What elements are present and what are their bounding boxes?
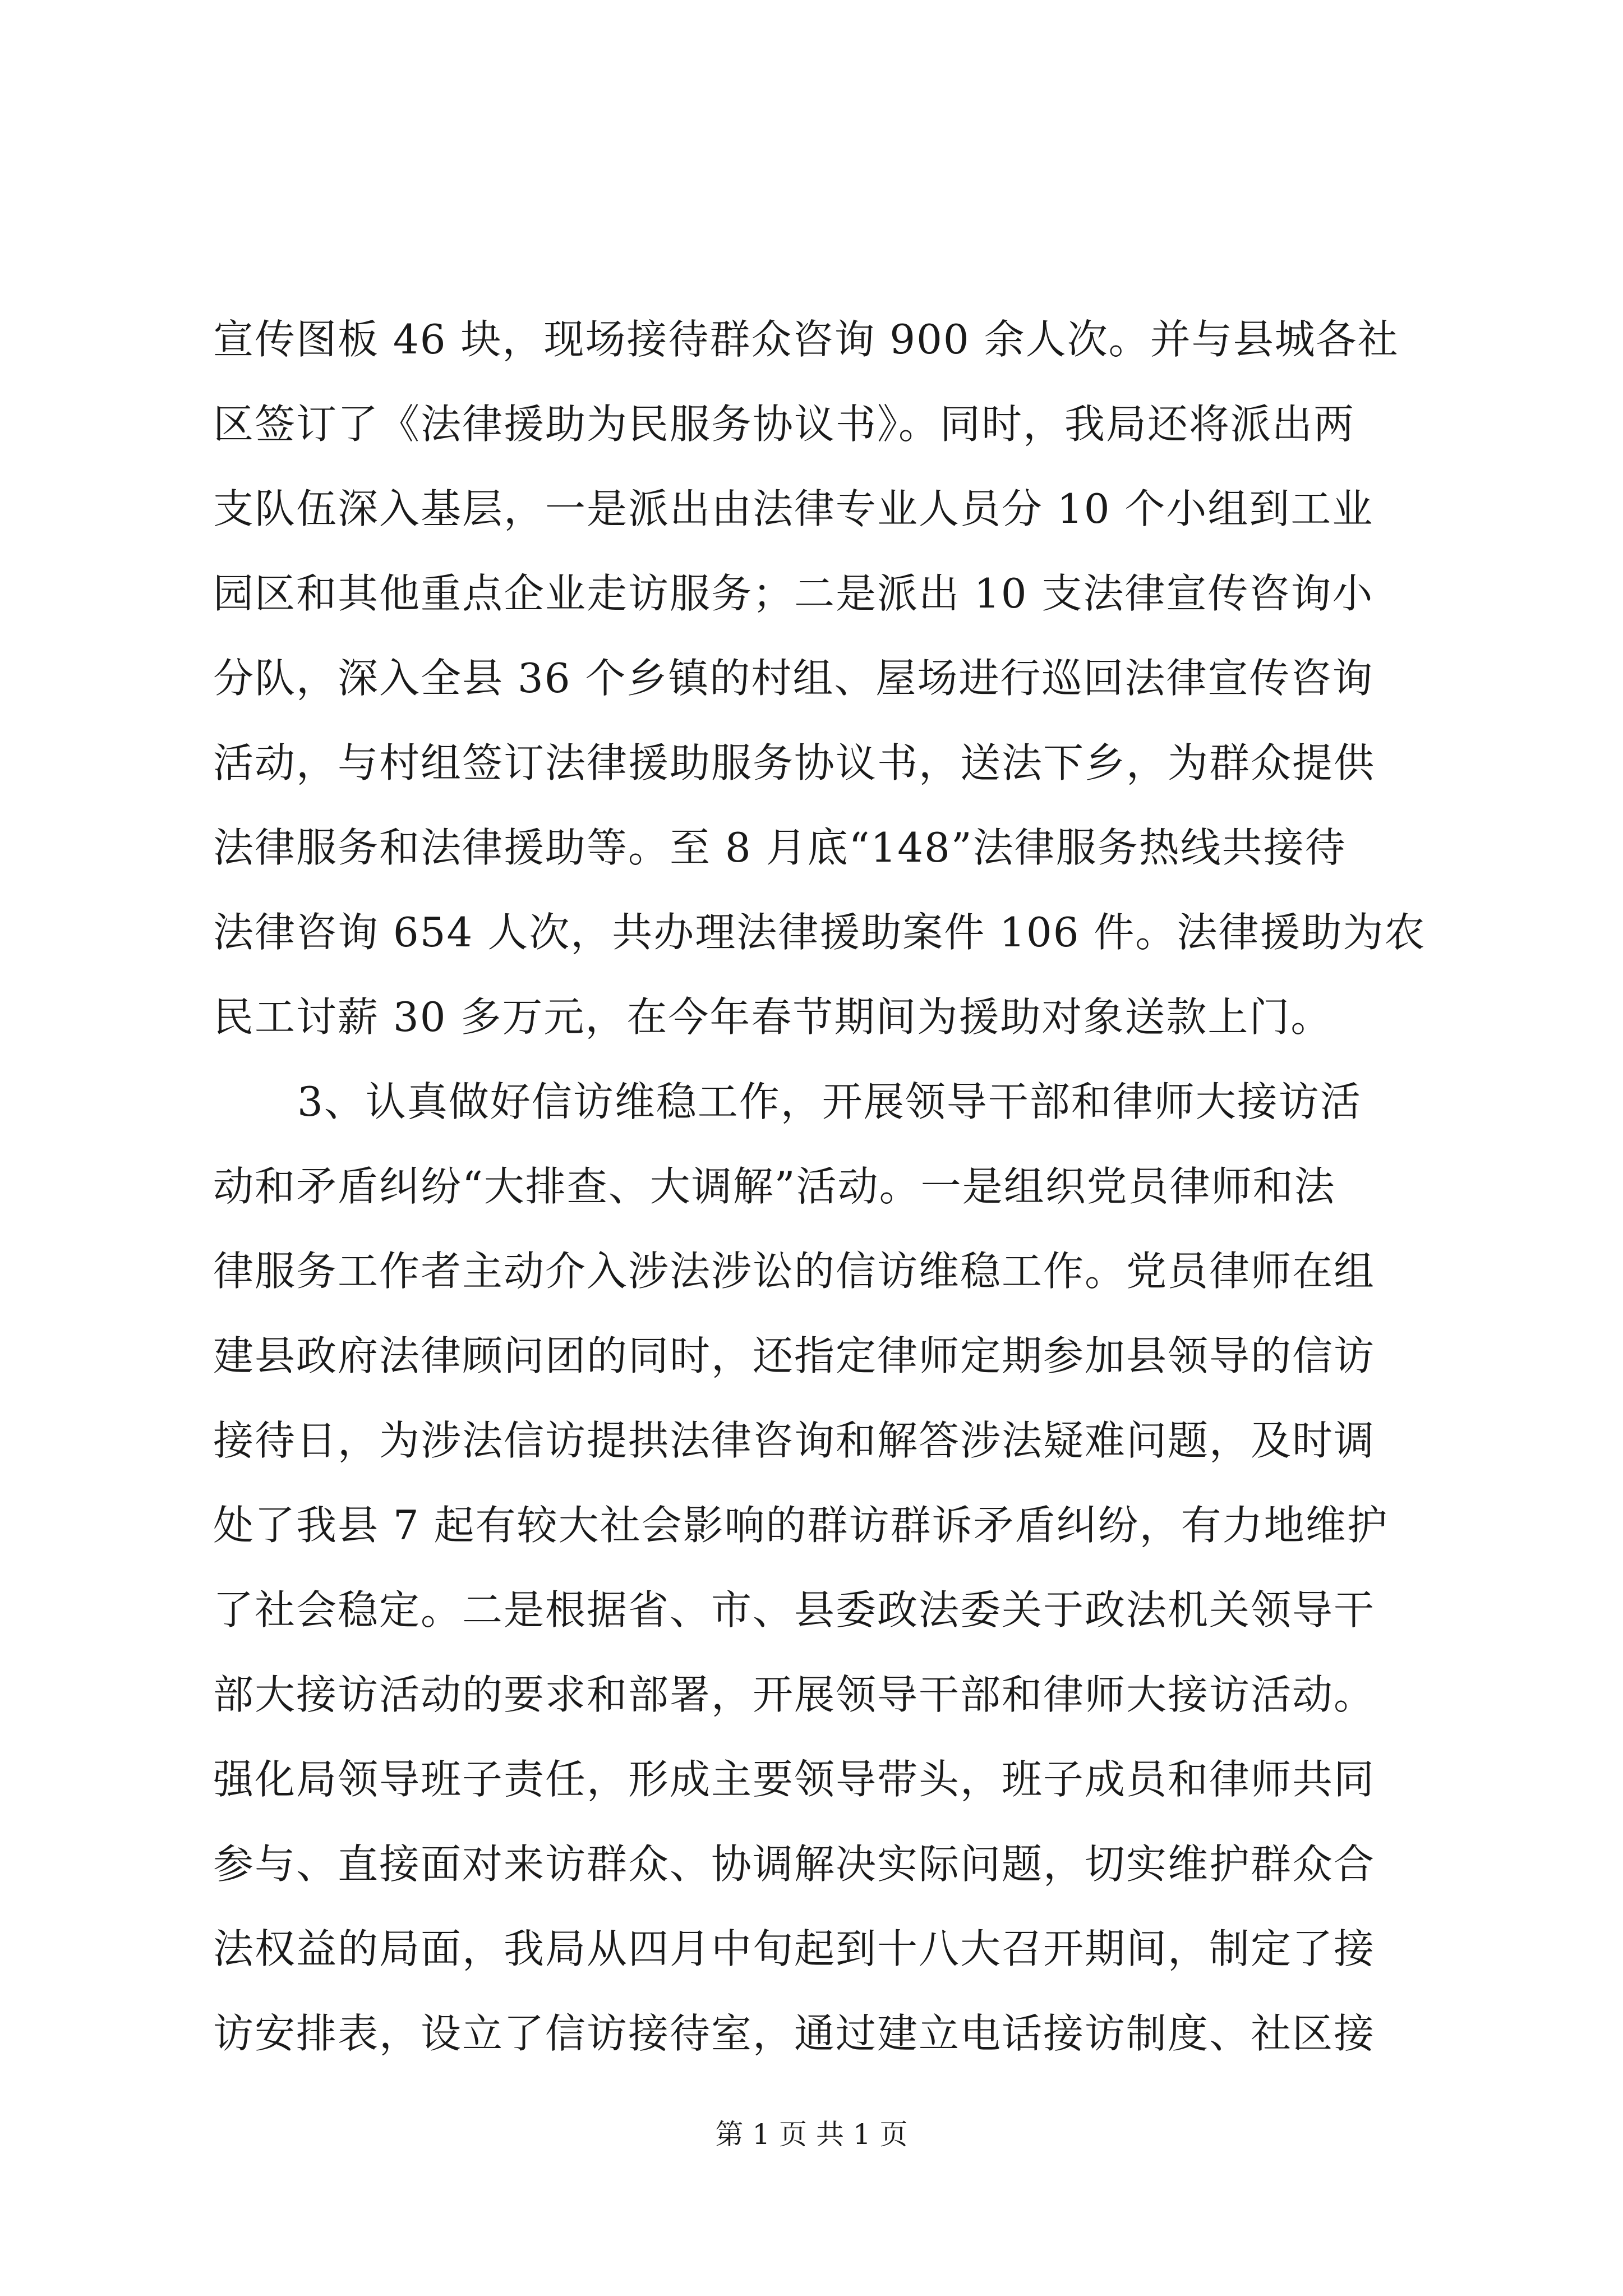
paragraph-2-line-5: 接待日，为涉法信访提拱法律咨询和解答涉法疑难问题，及时调: [213, 1417, 1376, 1464]
paragraph-2-line-6: 处了我县 7 起有较大社会影响的群访群诉矛盾纠纷，有力地维护: [213, 1502, 1389, 1549]
paragraph-2-line-11: 法权益的局面，我局从四月中旬起到十八大召开期间，制定了接: [213, 1925, 1376, 1972]
paragraph-1-line-9: 民工讨薪 30 多万元，在今年春节期间为援助对象送款上门。: [213, 993, 1332, 1041]
paragraph-2-line-4: 建县政府法律顾问团的同时，还指定律师定期参加县领导的信访: [213, 1332, 1376, 1379]
paragraph-1-line-4: 园区和其他重点企业走访服务；二是派出 10 支法律宣传咨询小: [213, 570, 1374, 617]
paragraph-2-line-3: 律服务工作者主动介入涉法涉讼的信访维稳工作。党员律师在组: [213, 1248, 1376, 1295]
paragraph-1-line-2: 区签订了《法律援助为民服务协议书》。同时，我局还将派出两: [213, 401, 1355, 448]
page-number-label: 第 1 页 共 1 页: [715, 2118, 908, 2151]
paragraph-1-line-7: 法律服务和法律援助等。至 8 月底“148”法律服务热线共接待: [213, 824, 1347, 871]
paragraph-2-line-1: 3、认真做好信访维稳工作，开展领导干部和律师大接访活: [297, 1078, 1362, 1125]
paragraph-2-line-9: 强化局领导班子责任，形成主要领导带头，班子成员和律师共同: [213, 1756, 1376, 1803]
paragraph-1-line-6: 活动，与村组签订法律援助服务协议书，送法下乡，为群众提供: [213, 739, 1376, 786]
paragraph-2-line-2: 动和矛盾纠纷“大排查、大调解”活动。一是组织党员律师和法: [213, 1163, 1336, 1210]
paragraph-2-line-7: 了社会稳定。二是根据省、市、县委政法委关于政法机关领导干: [213, 1586, 1376, 1634]
page-footer: [0, 2115, 1623, 2154]
paragraph-1-line-5: 分队，深入全县 36 个乡镇的村组、屋场进行巡回法律宣传咨询: [213, 655, 1374, 702]
paragraph-2-line-12: 访安排表，设立了信访接待室，通过建立电话接访制度、社区接: [213, 2010, 1376, 2057]
paragraph-2-line-8: 部大接访活动的要求和部署，开展领导干部和律师大接访活动。: [213, 1671, 1376, 1718]
paragraph-2-line-10: 参与、直接面对来访群众、协调解决实际问题，切实维护群众合: [213, 1841, 1376, 1888]
paragraph-1-line-8: 法律咨询 654 人次，共办理法律援助案件 106 件。法律援助为农: [213, 909, 1426, 956]
paragraph-1-line-3: 支队伍深入基层，一是派出由法律专业人员分 10 个小组到工业: [213, 485, 1374, 532]
paragraph-1-line-1: 宣传图板 46 块，现场接待群众咨询 900 余人次。并与县城各社: [213, 316, 1399, 363]
